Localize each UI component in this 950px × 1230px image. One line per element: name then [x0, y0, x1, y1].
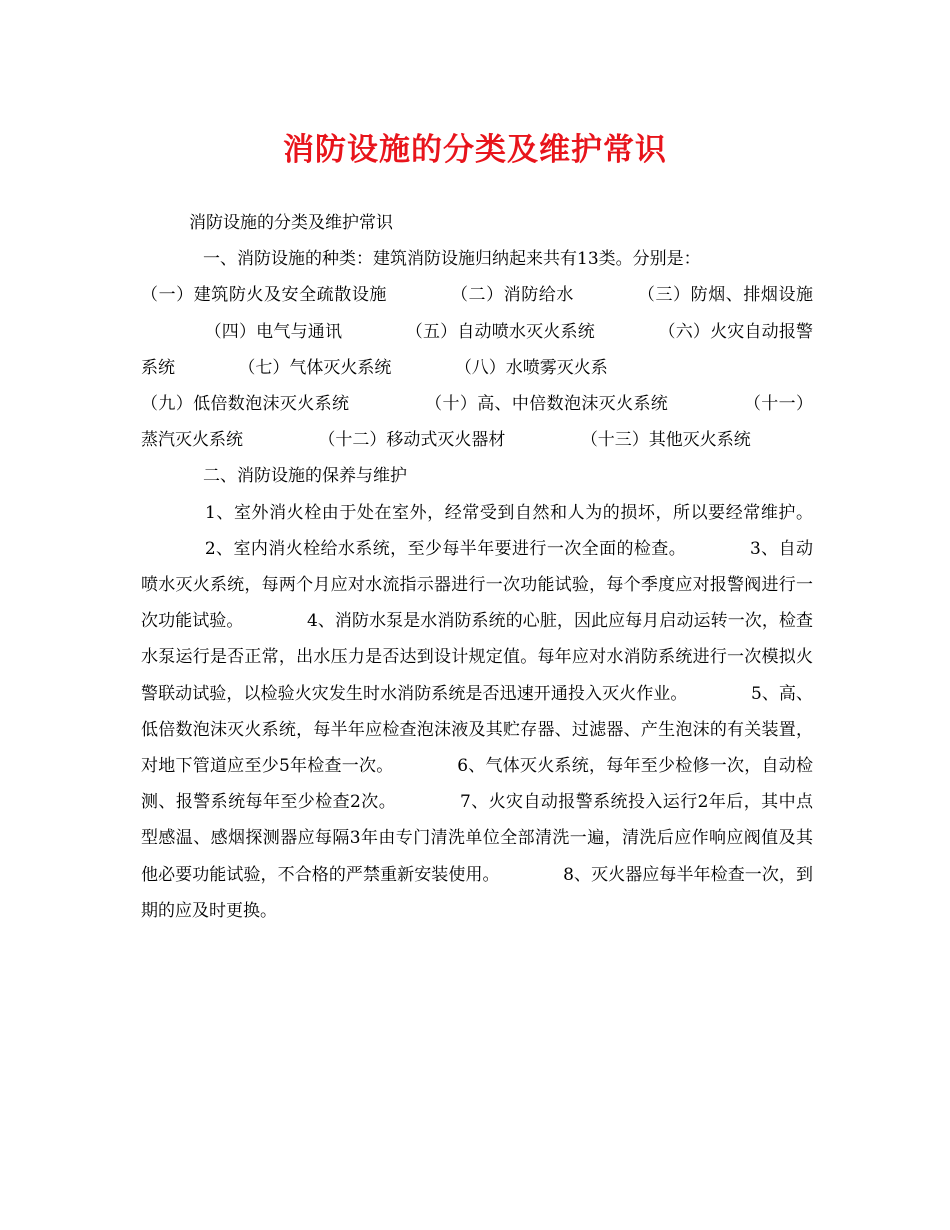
section1-heading: 一、消防设施的种类：建筑消防设施归纳起来共有13类。分别是：	[203, 249, 701, 270]
maintenance-item: 3、自动喷水灭火系统，每两个月应对水流指示器进行一次功能试验，每个季度应对报警阀进行一次功能试验。	[141, 538, 813, 632]
facility-item: （一）建筑防火及安全疏散设施	[141, 285, 387, 306]
facility-item: （九）低倍数泡沫灭火系统	[141, 394, 350, 415]
facility-item: （十）高、中倍数泡沫灭火系统	[425, 394, 669, 415]
document-title: 消防设施的分类及维护常识	[283, 132, 667, 168]
facility-item: （六）火灾自动报警系统	[141, 321, 814, 378]
facility-item: （四）电气与通讯	[204, 321, 343, 342]
maintenance-item: 5、高、低倍数泡沫灭火系统，每半年应检查泡沫液及其贮存器、过滤器、产生泡沫的有关装置，对地下管道应至少5年检查一次。	[141, 683, 813, 777]
maintenance-item: 1、室外消火栓由于处在室外，经常受到自然和人为的损坏，所以要经常维护。	[205, 502, 813, 523]
maintenance-item: 7、火灾自动报警系统投入运行2年后，其中点型感温、感烟探测器应每隔3年由专门清洗单位全部清洗一遍，清洗后应作响应阀值及其他必要功能试验，不合格的严禁重新安装使用。	[141, 792, 813, 885]
facility-list	[141, 277, 813, 458]
facility-item: （二）消防给水	[450, 285, 574, 306]
document-subtitle: 消防设施的分类及维护常识	[189, 213, 393, 233]
facility-item: （五）自动喷水灭火系统	[405, 321, 595, 342]
maintenance-item: 4、消防水泵是水消防系统的心脏，因此应每月启动运转一次，检查水泵运行是否正常，出水压力是否达到设计规定值。每年应对水消防系统进行一次模拟火警联动试验，以检验火灾发生时水消防系统是否迅速开通投入灭火作业。	[141, 611, 813, 704]
facility-item: （八）水喷雾灭火系	[454, 357, 608, 378]
maintenance-paragraph	[141, 495, 813, 929]
section2-heading: 二、消防设施的保养与维护	[203, 466, 407, 487]
maintenance-item: 8、灭火器应每半年检查一次，到期的应及时更换。	[141, 864, 814, 921]
facility-item: （十一）蒸汽灭火系统	[141, 394, 814, 451]
facility-item: （七）气体灭火系统	[238, 357, 392, 378]
facility-item: （十三）其他灭火系统	[580, 430, 751, 451]
facility-item: （三）防烟、排烟设施	[637, 285, 814, 306]
document-body	[141, 205, 813, 929]
facility-item: （十二）移动式灭火器材	[318, 430, 506, 451]
maintenance-item: 2、室内消火栓给水系统，至少每半年要进行一次全面的检查。	[204, 538, 687, 559]
maintenance-item: 6、气体灭火系统，每年至少检修一次，自动检测、报警系统每年至少检查2次。	[141, 756, 813, 813]
